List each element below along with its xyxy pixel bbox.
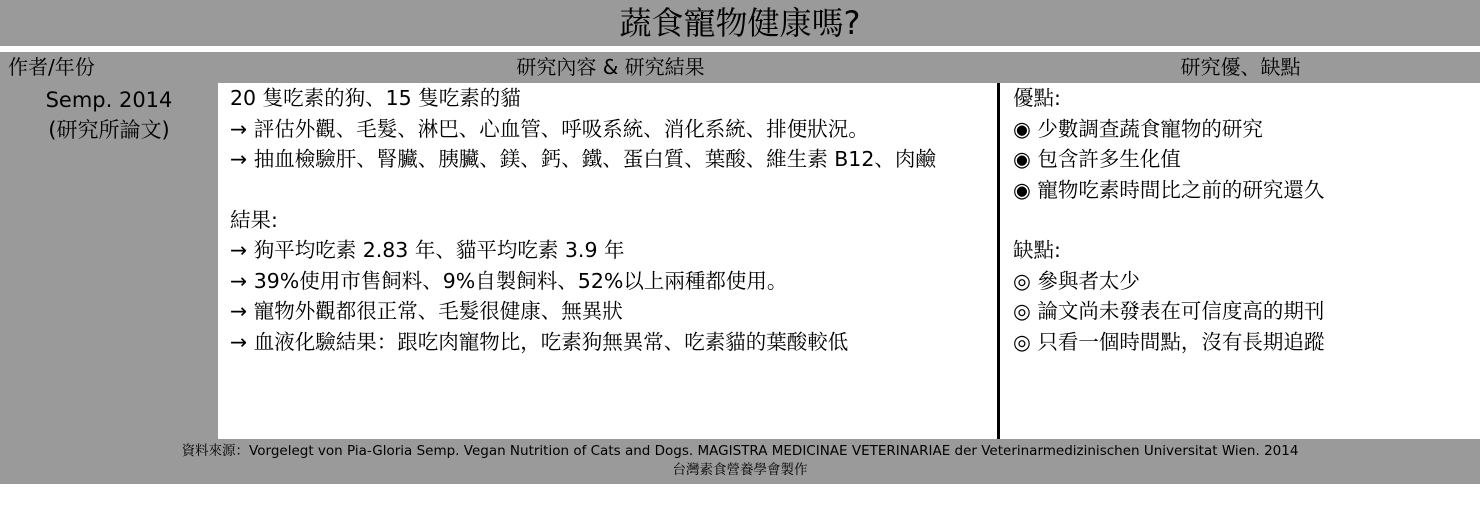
source-citation: 資料來源：Vorgelegt von Pia-Gloria Semp. Vegan Nutrition of Cats and Dogs. MAGISTRA MEDICINAE VETERINARIAE der Veterinarmedizinischen Universitat Wien. 2014 (181, 443, 1299, 459)
content-line: → 評估外觀、毛髮、淋巴、心血管、呼吸系統、消化系統、排便狀況。 (230, 116, 869, 141)
table-header-row (0, 52, 1480, 83)
page-title: 蔬食寵物健康嗎? (0, 0, 1480, 46)
pros-label: 優點: (1013, 86, 1061, 110)
result-line: → 狗平均吃素 2.83 年、貓平均吃素 3.9 年 (230, 238, 625, 262)
pros-item: ◉ 包含許多生化值 (1013, 147, 1181, 171)
content-line: 20 隻吃素的狗、15 隻吃素的貓 (230, 86, 521, 110)
author-type: (研究所論文) (48, 118, 170, 142)
result-line: → 血液化驗結果：跟吃肉寵物比，吃素狗無異常、吃素貓的葉酸較低 (230, 329, 849, 354)
result-line: → 39%使用市售飼料、9%自製飼料、52%以上兩種都使用。 (230, 268, 788, 293)
results-label: 結果: (230, 207, 278, 232)
pros-item: ◉ 少數調查蔬食寵物的研究 (1013, 116, 1263, 141)
header-content-results: 研究內容 & 研究結果 (516, 55, 705, 79)
cons-item: ◎ 只看一個時間點，沒有長期追蹤 (1013, 329, 1325, 354)
pros-cons-cell (1003, 83, 1480, 439)
pros-item: ◉ 寵物吃素時間比之前的研究還久 (1013, 177, 1325, 202)
cons-item: ◎ 參與者太少 (1013, 268, 1140, 293)
header-author-year: 作者/年份 (8, 55, 95, 79)
result-line: → 寵物外觀都很正常、毛髮很健康、無異狀 (230, 299, 623, 323)
footer (0, 439, 1480, 484)
cons-label: 缺點: (1013, 238, 1061, 262)
cons-item: ◎ 論文尚未發表在可信度高的期刊 (1013, 299, 1325, 323)
content-cell (218, 83, 1000, 439)
credit-line: 台灣素食營養學會製作 (672, 462, 808, 478)
header-pros-cons: 研究優、缺點 (1180, 55, 1301, 79)
author-cell (0, 83, 218, 439)
author-name: Semp. 2014 (45, 88, 173, 112)
content-line: → 抽血檢驗肝、腎臟、胰臟、鎂、鈣、鐵、蛋白質、葉酸、維生素 B12、肉鹼 (230, 147, 936, 171)
